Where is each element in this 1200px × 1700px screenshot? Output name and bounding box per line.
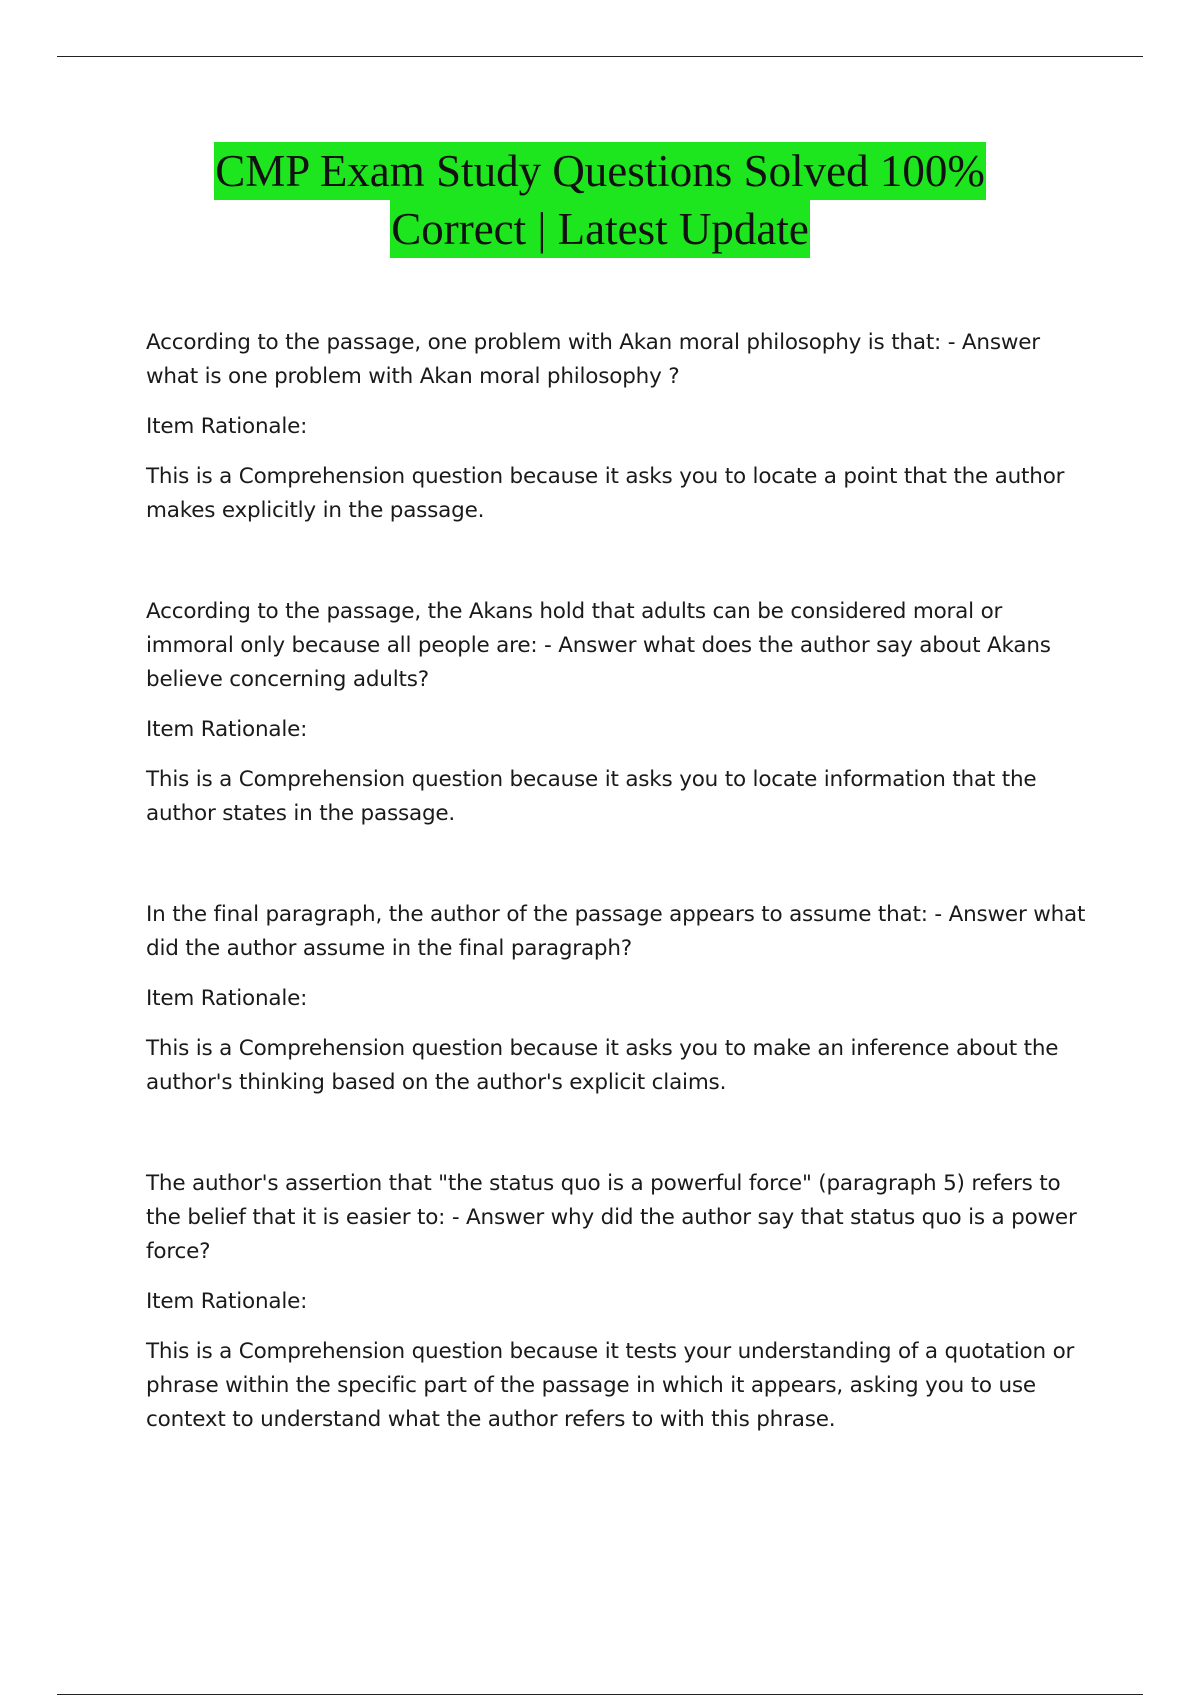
question-text: In the final paragraph, the author of the passage appears to assume that: - Answer what did the author assume in the final paragraph? <box>146 902 1086 961</box>
question-text: The author's assertion that "the status quo is a powerful force" (paragraph 5) refers to the belief that it is easier to: - Answer why did the author say that status quo is a power force? <box>146 1171 1077 1264</box>
question-text: According to the passage, one problem with Akan moral philosophy is that: - Answer what is one problem with Akan moral philosophy ? <box>146 330 1040 389</box>
title-line-2: Correct | Latest Update <box>390 200 810 258</box>
qa-item <box>146 1167 1096 1437</box>
rationale-text: This is a Comprehension question because it asks you to make an inference about the author's thinking based on the author's explicit claims. <box>146 1036 1059 1095</box>
document-body <box>146 326 1096 1437</box>
rationale-label: Item Rationale: <box>146 986 308 1011</box>
qa-item <box>146 595 1096 831</box>
qa-item <box>146 898 1096 1100</box>
rationale-label: Item Rationale: <box>146 1289 308 1314</box>
header-rule <box>57 56 1143 57</box>
document-title <box>0 142 1200 258</box>
rationale-label: Item Rationale: <box>146 717 308 742</box>
rationale-text: This is a Comprehension question because it asks you to locate a point that the author makes explicitly in the passage. <box>146 464 1065 523</box>
rationale-label: Item Rationale: <box>146 414 308 439</box>
rationale-text: This is a Comprehension question because it tests your understanding of a quotation or phrase within the specific part of the passage in which it appears, asking you to use context to understand what the author refers to with this phrase. <box>146 1339 1075 1432</box>
rationale-text: This is a Comprehension question because it asks you to locate information that the author states in the passage. <box>146 767 1037 826</box>
footer-rule <box>57 1694 1143 1695</box>
qa-item <box>146 326 1096 528</box>
question-text: According to the passage, the Akans hold that adults can be considered moral or immoral only because all people are: - Answer what does the author say about Akans believe concerning adults? <box>146 599 1051 692</box>
title-line-1: CMP Exam Study Questions Solved 100% <box>214 142 986 200</box>
